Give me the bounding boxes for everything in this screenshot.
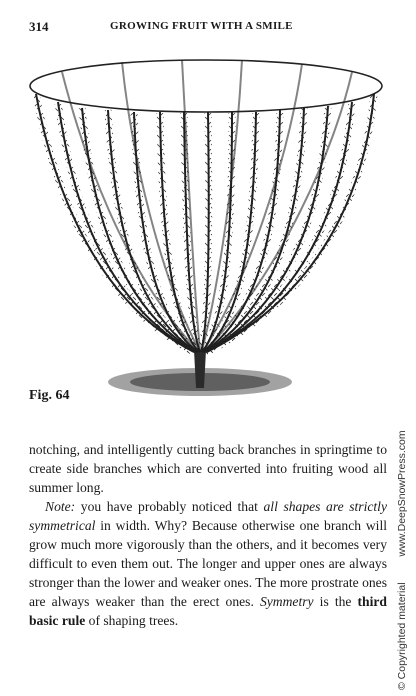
foliage-texture	[36, 94, 374, 352]
vase-shaped-tree-illustration	[22, 50, 390, 410]
running-head: GROWING FRUIT WITH A SMILE	[110, 20, 293, 32]
paragraph-2-text-3: is the	[313, 594, 358, 609]
paragraph-2-text-4: of shaping trees.	[85, 613, 179, 628]
paragraph-2-italic-1: all shapes are strictly symmetrical	[29, 499, 387, 533]
paragraph-1: notching, and intelligently cutting back branches in springtime to create side branches which are converted into fruiting wood all summer long.	[29, 442, 387, 495]
page-number: 314	[29, 19, 49, 34]
paragraph-2-text-1: you have probably noticed that	[75, 499, 264, 514]
paragraph-2	[29, 497, 387, 630]
copyright-text: © Copyrighted material	[396, 582, 408, 690]
vase-rim	[30, 60, 382, 112]
paragraph-2-italic-2: Symmetry	[259, 594, 314, 609]
paragraph-2-bold: third basic rule	[29, 594, 387, 628]
paragraph-2-text-2: in width. Why? Because otherwise one branch will grow much more vigorously than the others, and it becomes very difficult to even them out. The longer and upper ones are always stronger than the lower and weaker ones. The more prostrate ones are always weaker than the erect ones.	[29, 518, 387, 609]
note-label: Note:	[45, 499, 76, 514]
website-text: www.DeepSnowPress.com	[396, 430, 408, 557]
body-text	[29, 440, 387, 630]
figure-caption: Fig. 64	[29, 388, 70, 403]
copyright-watermark	[396, 10, 408, 690]
trunk	[194, 350, 206, 388]
